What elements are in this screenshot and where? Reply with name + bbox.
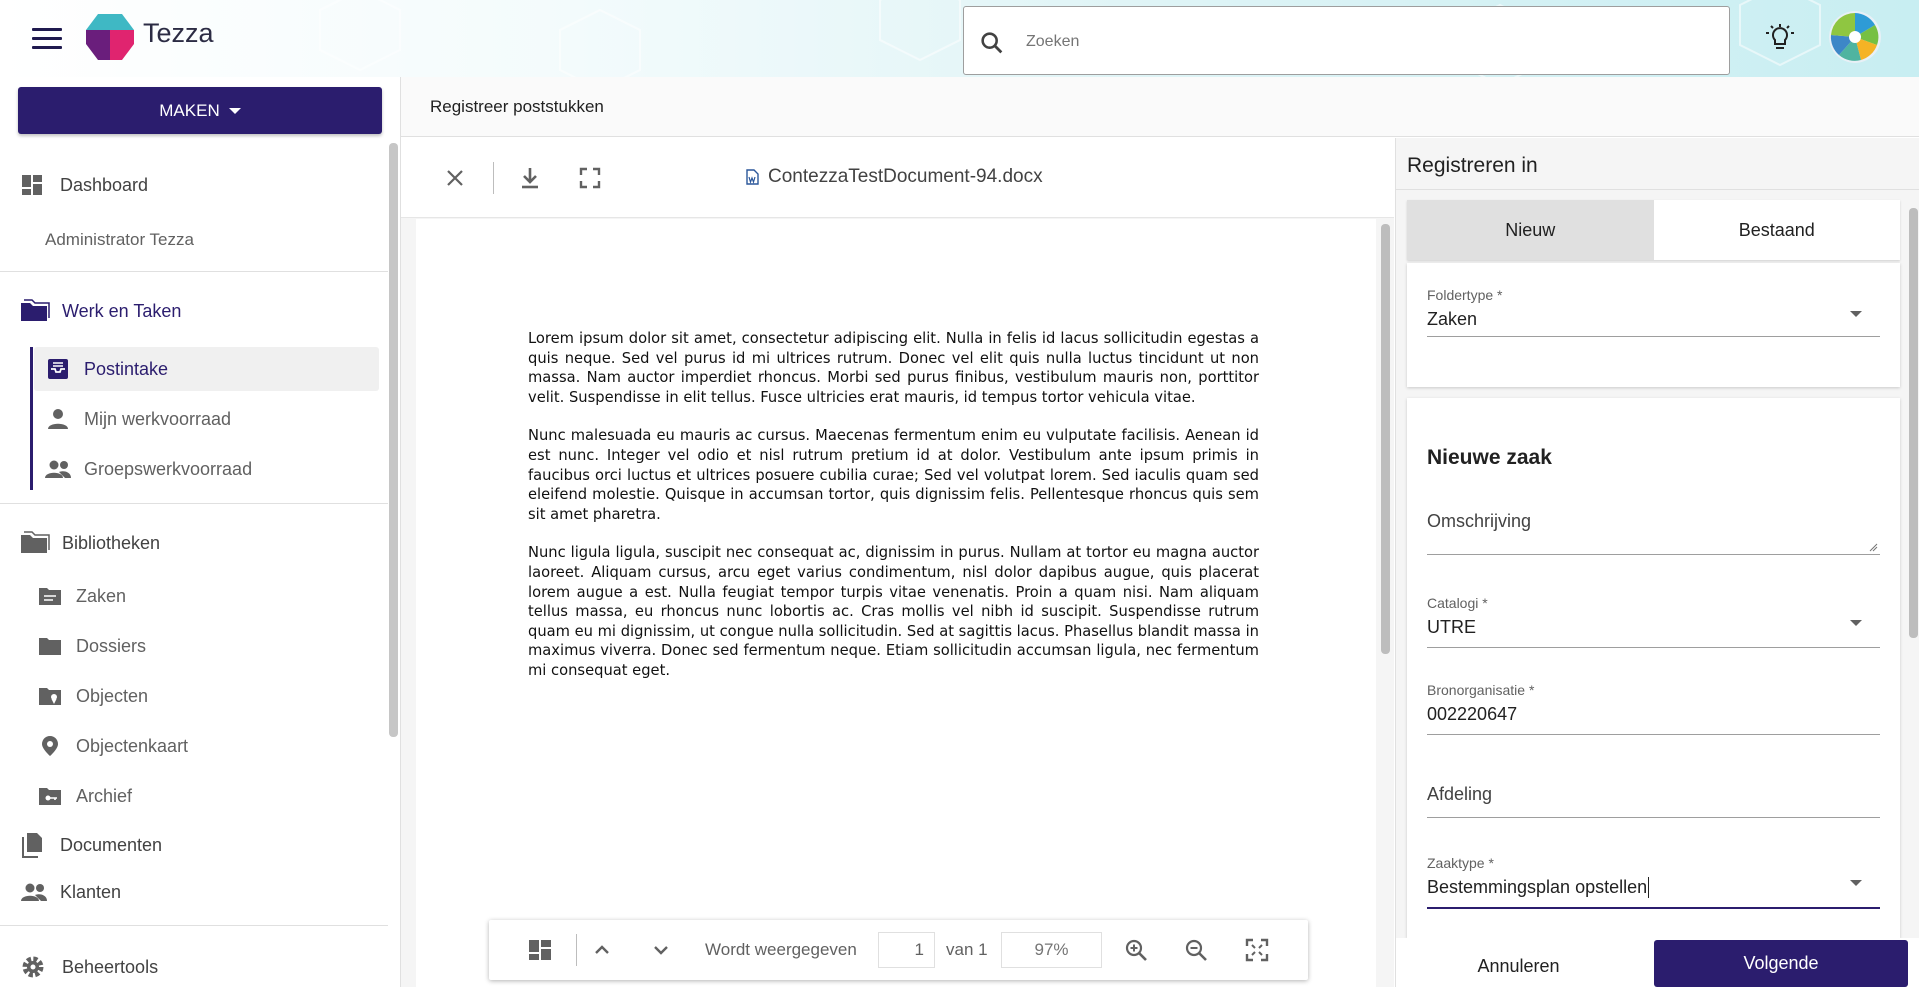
paragraph: Nunc ligula ligula, suscipit nec consequat ac, dignissim in purus. Nullam at tortor eu magna auctor laoreet. Aliquam cursus, arcu eget varius condimentum, nisl dolor dapibus augue, quis placerat lorem augue a est. Nulla feugiat tempor turpis vitae venenatis. Proin a quam nisi. Nam aliquam tellus massa, eu rhoncus nunc lobortis ac. Cras mollis vel nibh id suscipit. Suspendisse rutrum quam eu mi dignissim, ut congue nulla sollicitudin. Sed at sagittis lacus. Phasellus blandit massa in maximus viverra. Donec sed fermentum neque. Etiam sollicitudin accumsan ligula, nec fermentum mi consequat eget. (528, 544, 1259, 679)
sidebar (0, 77, 400, 987)
nav-dashboard-label: Dashboard (60, 174, 149, 195)
case-type-select[interactable] (1427, 853, 1880, 909)
panel-scrollbar[interactable] (1909, 208, 1918, 638)
nav-objecten[interactable] (38, 684, 148, 708)
search-box[interactable] (963, 6, 1730, 75)
word-file-icon (745, 169, 759, 185)
app-header (0, 0, 1919, 77)
nav-work-tasks-label: Werk en Taken (62, 300, 182, 321)
nav-group-workload[interactable] (44, 457, 252, 481)
nav-work-tasks[interactable] (20, 299, 181, 323)
nav-libraries[interactable] (20, 531, 160, 555)
folder-location-icon (38, 684, 62, 708)
nav-archief[interactable] (38, 784, 132, 808)
divider (1396, 189, 1919, 190)
dropdown-arrow-icon (1850, 880, 1862, 886)
nav-postintake[interactable] (46, 357, 168, 381)
catalog-value: UTRE (1427, 617, 1476, 637)
nav-dossiers[interactable] (38, 634, 146, 658)
tab-nieuw[interactable]: Nieuw (1407, 200, 1654, 260)
thumbnails-icon[interactable] (527, 937, 553, 963)
create-button-label: MAKEN (159, 100, 220, 120)
sidebar-scrollbar[interactable] (389, 143, 398, 737)
brand-name: Tezza (143, 18, 214, 48)
nav-documenten-label: Documenten (60, 834, 163, 855)
document-viewer (401, 138, 1394, 987)
next-button[interactable]: Volgende (1654, 940, 1908, 987)
case-folder-icon (38, 584, 62, 608)
close-icon[interactable] (441, 164, 469, 192)
folder-icon (38, 634, 62, 658)
pager-separator (576, 934, 577, 966)
document-text (528, 329, 1259, 700)
nav-postintake-label: Postintake (84, 358, 169, 379)
nav-archief-label: Archief (76, 785, 133, 806)
nav-klanten-label: Klanten (60, 881, 122, 902)
download-icon[interactable] (516, 164, 544, 192)
nav-dashboard[interactable] (20, 173, 148, 197)
nav-documenten[interactable] (20, 832, 162, 858)
folder-key-icon (38, 784, 62, 808)
source-org-value: 002220647 (1427, 704, 1518, 724)
page-count-label: van 1 (946, 940, 988, 959)
case-type-value: Bestemmingsplan opstellen (1427, 877, 1648, 897)
zoom-input[interactable] (1001, 932, 1102, 968)
source-org-label: Bronorganisatie * (1427, 682, 1535, 698)
inbox-icon (46, 357, 70, 381)
document-title (745, 166, 1043, 188)
tab-bestaand[interactable]: Bestaand (1738, 219, 1815, 240)
nav-my-workload-label: Mijn werkvoorraad (84, 408, 232, 429)
active-section-bar (30, 347, 33, 490)
documents-icon (20, 832, 44, 858)
catalog-select[interactable] (1427, 593, 1880, 648)
paragraph: Nunc malesuada eu mauris ac cursus. Maecenas fermentum enim eu vulputate facilisis. Aenean id est nunc. Integer vel odio et nisl rutrum pretium id at dolor. Vestibulum ante ipsum primis in faucibus orci luctus et ultrices posuere cubilia curae; Sed vel volutpat lorem. Sed iaculis quam sed eleifend molestie. Quisque in accumsan tortor, quis dignissim felis. Pellentesque rhoncus quis sem sit amet pharetra. (528, 427, 1259, 523)
dropdown-arrow-icon (1850, 311, 1862, 317)
document-filename: ContezzaTestDocument-94.docx (768, 166, 1043, 187)
divider (0, 925, 388, 926)
fit-page-icon[interactable] (1244, 937, 1270, 963)
divider (0, 271, 388, 272)
people-icon (20, 880, 48, 904)
resize-handle-icon[interactable] (1869, 543, 1878, 552)
register-panel (1395, 138, 1919, 987)
description-textarea[interactable] (1427, 493, 1880, 555)
folder-type-value: Zaken (1427, 309, 1478, 329)
nav-dossiers-label: Dossiers (76, 635, 147, 656)
tezza-logo (84, 12, 136, 62)
toolbar-separator (493, 162, 494, 194)
register-title: Registreren in (1407, 154, 1538, 177)
menu-icon[interactable] (32, 28, 62, 50)
folder-icon (20, 299, 50, 323)
nav-libraries-label: Bibliotheken (62, 532, 161, 553)
case-type-label: Zaaktype * (1427, 855, 1494, 871)
paragraph: Lorem ipsum dolor sit amet, consectetur adipiscing elit. Nulla in felis id lacus sollicitudin egestas a quis neque. Sed vel purus id mi ultrices rutrum. Donec vel elit quis nulla luctus tincidunt ut non massa. Nam auctor imperdiet rhoncus. Morbi sed purus finibus, vestibulum mauris non, porttitor velit. Suspendisse in elit tellus. Fusce ultricies erat mauris, id tempus tortor vehicula vitae. (528, 330, 1259, 406)
source-org-field[interactable] (1427, 680, 1880, 735)
viewer-scrollbar[interactable] (1381, 224, 1390, 654)
nav-zaken-label: Zaken (76, 585, 127, 606)
group-icon (44, 457, 72, 481)
gear-icon (20, 954, 46, 980)
search-input[interactable] (1026, 29, 1706, 55)
chevron-up-icon[interactable] (589, 937, 615, 963)
new-case-title: Nieuwe zaak (1427, 446, 1552, 469)
search-icon (978, 29, 1006, 57)
folder-stack-icon (20, 531, 50, 555)
zoom-out-icon[interactable] (1183, 937, 1209, 963)
create-button[interactable] (18, 87, 382, 134)
page-title: Registreer poststukken (430, 97, 604, 116)
page-number-input[interactable] (878, 932, 935, 968)
description-placeholder: Omschrijving (1427, 511, 1532, 531)
nav-zaken[interactable] (38, 584, 126, 608)
dropdown-arrow-icon (1850, 620, 1862, 626)
viewer-toolbar (401, 138, 1394, 218)
nav-objectenkaart[interactable] (38, 734, 188, 758)
zoom-in-icon[interactable] (1123, 937, 1149, 963)
folder-type-label: Foldertype * (1427, 287, 1503, 303)
department-field[interactable] (1427, 760, 1880, 818)
user-avatar[interactable] (1829, 11, 1881, 63)
nav-beheertools[interactable] (20, 954, 158, 980)
fullscreen-icon[interactable] (576, 164, 604, 192)
user-name: Administrator Tezza (45, 230, 194, 249)
page-title-bar (401, 77, 1919, 137)
divider (0, 503, 388, 504)
person-icon (46, 407, 70, 431)
nav-objecten-label: Objecten (76, 685, 149, 706)
catalog-label: Catalogi * (1427, 595, 1488, 611)
map-pin-icon (38, 734, 62, 758)
caret-down-icon (229, 108, 241, 114)
folder-type-card (1407, 263, 1900, 387)
department-placeholder: Afdeling (1427, 784, 1493, 804)
panel-footer (1396, 938, 1919, 987)
dashboard-icon (20, 173, 44, 197)
cancel-button[interactable]: Annuleren (1477, 956, 1560, 976)
nav-beheertools-label: Beheertools (62, 956, 159, 977)
register-mode-toggle (1407, 200, 1900, 260)
nav-my-workload[interactable] (46, 407, 231, 431)
chevron-down-icon[interactable] (648, 937, 674, 963)
page-navigation-bar (489, 920, 1308, 980)
new-case-card (1407, 398, 1900, 938)
nav-klanten[interactable] (20, 880, 121, 904)
folder-type-select[interactable] (1427, 279, 1880, 337)
nav-objectenkaart-label: Objectenkaart (76, 735, 189, 756)
lightbulb-icon[interactable] (1764, 22, 1796, 54)
nav-group-workload-label: Groepswerkvoorraad (84, 458, 253, 479)
document-page (416, 219, 1376, 987)
showing-label: Wordt weergegeven (705, 940, 857, 959)
